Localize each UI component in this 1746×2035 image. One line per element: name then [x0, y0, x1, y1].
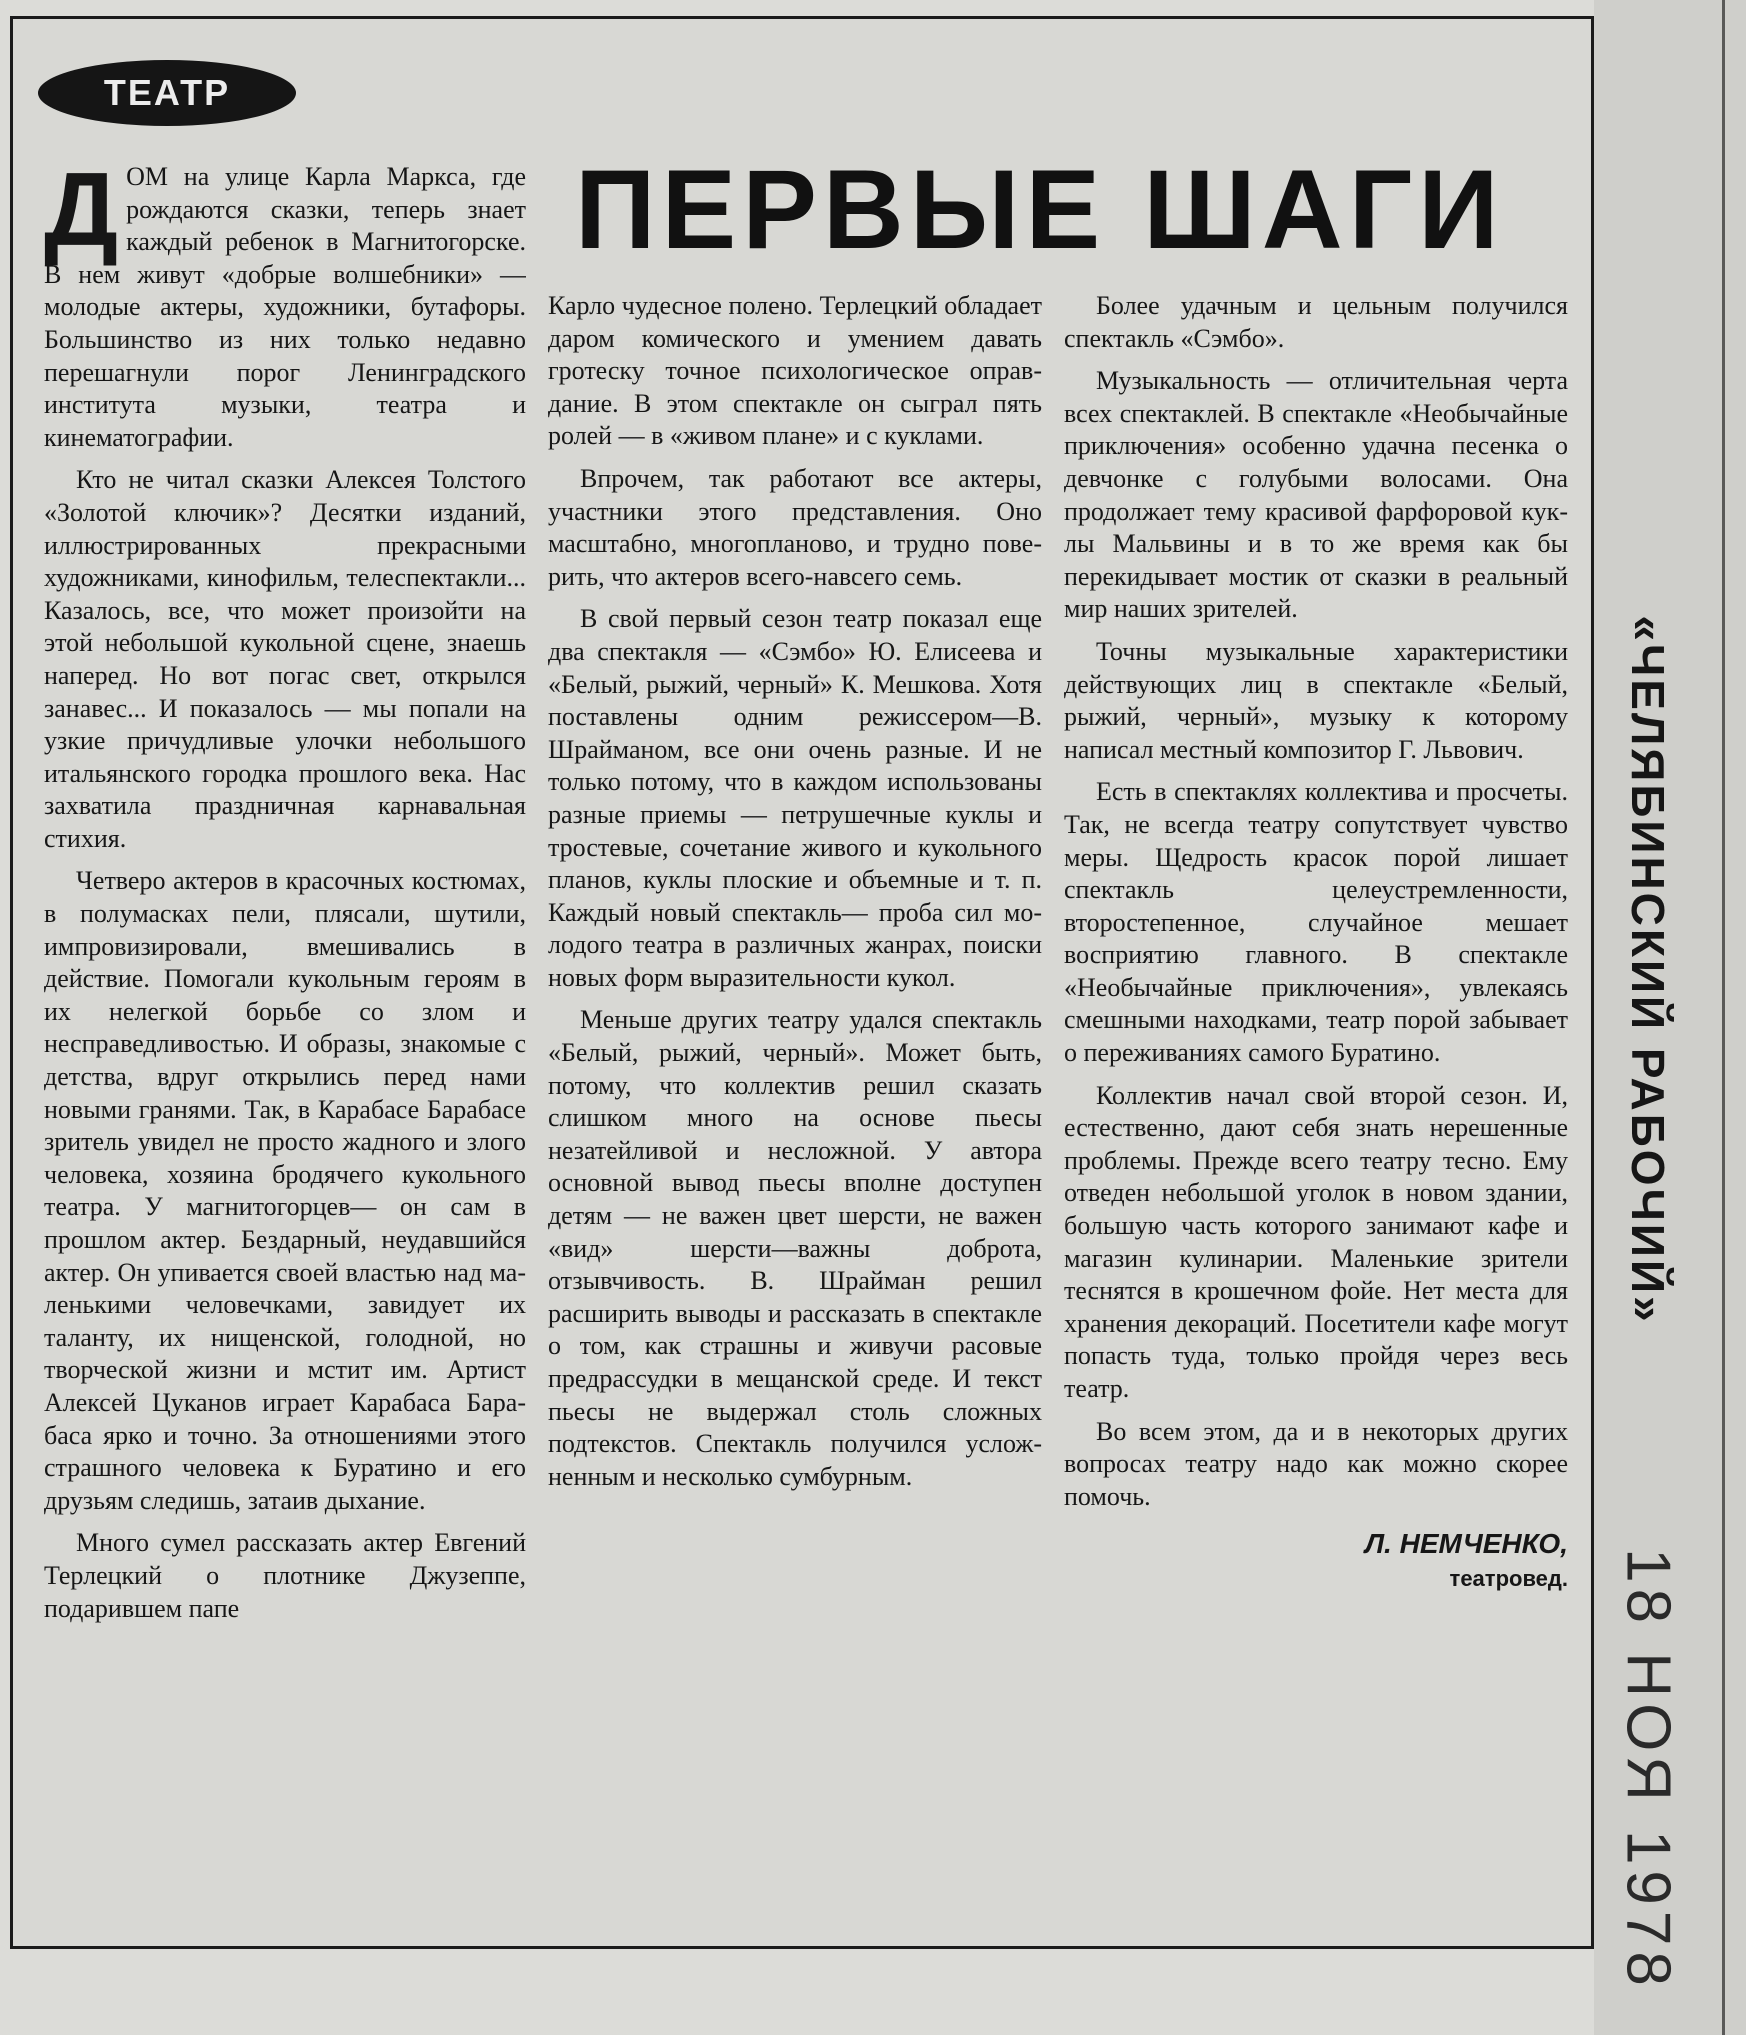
paragraph: Меньше других театру удался спектакль «Белый, рыжий, черный». Может быть, потому, что коллектив решил сказать слишком много на основе пьесы незатейливой и несложной. У автора основной вывод пьесы вполне доступен детям — не важен цвет шерсти, не важен «вид» шерсти—важны доброта, отзывчивость. В. Шрайман решил расширить выводы и рассказать в спектакле о том, как страшны и живучи расовые предрассудки в мещанской среде. И текст пьесы не выдержал столь сложных подтекстов. Спектакль получился усложненным и несколько сумбурным. [548, 1005, 1042, 1491]
article-column-3 [1064, 290, 1568, 1940]
paragraph [44, 161, 526, 454]
paragraph: Кто не читал сказки Алексея Толстого «Золотой ключик»? Десятки изданий, иллюстрированных прекрасными художниками, кинофильм, телеспектакли... Казалось, все, что может произойти на этой небольшой кукольной сцене, знаешь наперед. Но вот погас свет, открылся занавес... И показалось — мы попали на узкие причудливые улочки небольшого итальянского городка прошлого века. Нас захватила праздничная карнавальная стихия. [44, 465, 526, 853]
drop-cap: Д [44, 161, 119, 268]
paragraph: Впрочем, так работают все актеры, участники этого представления. Оно масштабно, многопланово, и трудно поверить, что актеров всего-навсего семь. [548, 463, 1042, 591]
date-text: 18 НОЯ 1978 [1613, 1548, 1683, 1992]
paragraph: Точны музыкальные характеристики действующих лиц в спектакле «Белый, рыжий, черный», музыку к которому написал местный композитор Г. Львович. [1064, 636, 1568, 764]
author-signature: Л. НЕМЧЕНКО, [1364, 1528, 1568, 1560]
paragraph: Музыкальность — отличительная черта всех спектаклей. В спектакле «Необычайные приключения» особенно удачна песенка о девчонке с голубыми волосами. Она продолжает тему красивой фарфоровой куклы Мальвины и в то же время как бы перекидывает мостик от сказки в реальный мир наших зрителей. [1064, 366, 1568, 624]
paragraph: Более удачным и цельным получился спектакль «Сэмбо». [1064, 291, 1568, 353]
headline: ПЕРВЫЕ ШАГИ [575, 147, 1505, 272]
paragraph: Коллектив начал свой второй сезон. И, естественно, дают себя знать нерешенные проблемы. Прежде всего театру тесно. Ему отведен небольшой уголок в новом здании, большую часть которого занимают кафе и магазин кулинарии. Маленькие зрители теснятся в крошечном фойе. Нет места для хранения декораций. Посетители кафе могут попасть туда, только пройдя через весь театр. [1064, 1080, 1568, 1403]
rubric-label: ТЕАТР [103, 72, 231, 113]
paragraph: Четверо актеров в красочных костюмах, в полумасках пели, плясали, шутили, импровизировали, вмешивались в действие. Помогали кукольным героям в их нелегкой борьбе со злом и несправедливостью. И образы, знакомые с детства, вдруг открылись перед нами новыми гранями. Так, в Карабасе Барабасе зритель увидел не просто жадного и злого человека, хозяина бродячего кукольного театра. У магнитогорцев— он сам в прошлом актер. Бездарный, неудавшийся актер. Он упивается своей властью над маленькими человечками, завидует их таланту, их нищенской, голодной, но творческой жизни и мстит им. Артист Алексей Цуканов играет Карабаса Барабаса ярко и точно. За отношениями этого страшного человека к Буратино и его друзьям следишь, затаив дыхание. [44, 866, 526, 1515]
paragraph: Во всем этом, да и в некоторых других вопросах театру надо как можно скорее помочь. [1064, 1416, 1568, 1511]
paragraph: В свой первый сезон театр показал еще два спектакля — «Сэмбо» Ю. Елисеева и «Белый, рыжий, черный» К. Мешкова. Хотя поставлены одним режиссером—В. Шрайманом, все они очень разные. И не только потому, что в каждом использованы разные приемы — петрушечные куклы и тростевые, сочетание живого и кукольного планов, куклы плоские и объемные и т. п. Каждый новый спектакль— проба сил молодого театра в различных жанрах, поиски новых форм выразительности кукол. [548, 604, 1042, 992]
paragraph: Карло чудесное полено. Терлецкий обладает даром комического и умением давать гротеску точное психологическое оправдание. В этом спектакле он сыграл пять ролей — в «живом плане» и с куклами. [548, 291, 1042, 451]
clipping-edge [1722, 0, 1725, 2035]
date-stamp [1608, 1548, 1688, 1992]
author-title: театровед. [1449, 1566, 1568, 1592]
article-column-1 [44, 161, 526, 1931]
newspaper-name: «ЧЕЛЯБИНСКИЙ РАБОЧИЙ» [1622, 615, 1674, 1325]
paragraph-text: ОМ на улице Карла Маркса, где рождаются сказки, теперь знает каждый ребенок в Магнитогорске. В нем живут «добрые волшебники» — молодые актеры, художники, бутафоры. Большинство из них только недавно перешагнули порог Ленинградского института музыки, театра и кинематографии. [44, 162, 526, 452]
rubric-badge [38, 60, 296, 126]
paragraph: Много сумел рассказать актер Евгений Терлецкий о плотнике Джузеппе, подарившем папе [44, 1528, 526, 1623]
article-column-2 [548, 290, 1042, 1930]
newspaper-name-stamp [1618, 615, 1678, 1325]
paragraph: Есть в спектаклях коллектива и просчеты. Так, не всегда театру сопутствует чувство меры. Щедрость красок порой лишает спектакль целеустремленности, второстепенное, случайное мешает восприятию главного. В спектакле «Необычайные приключения», увлекаясь смешными находками, театр порой забывает о переживаниях самого Буратино. [1064, 777, 1568, 1068]
